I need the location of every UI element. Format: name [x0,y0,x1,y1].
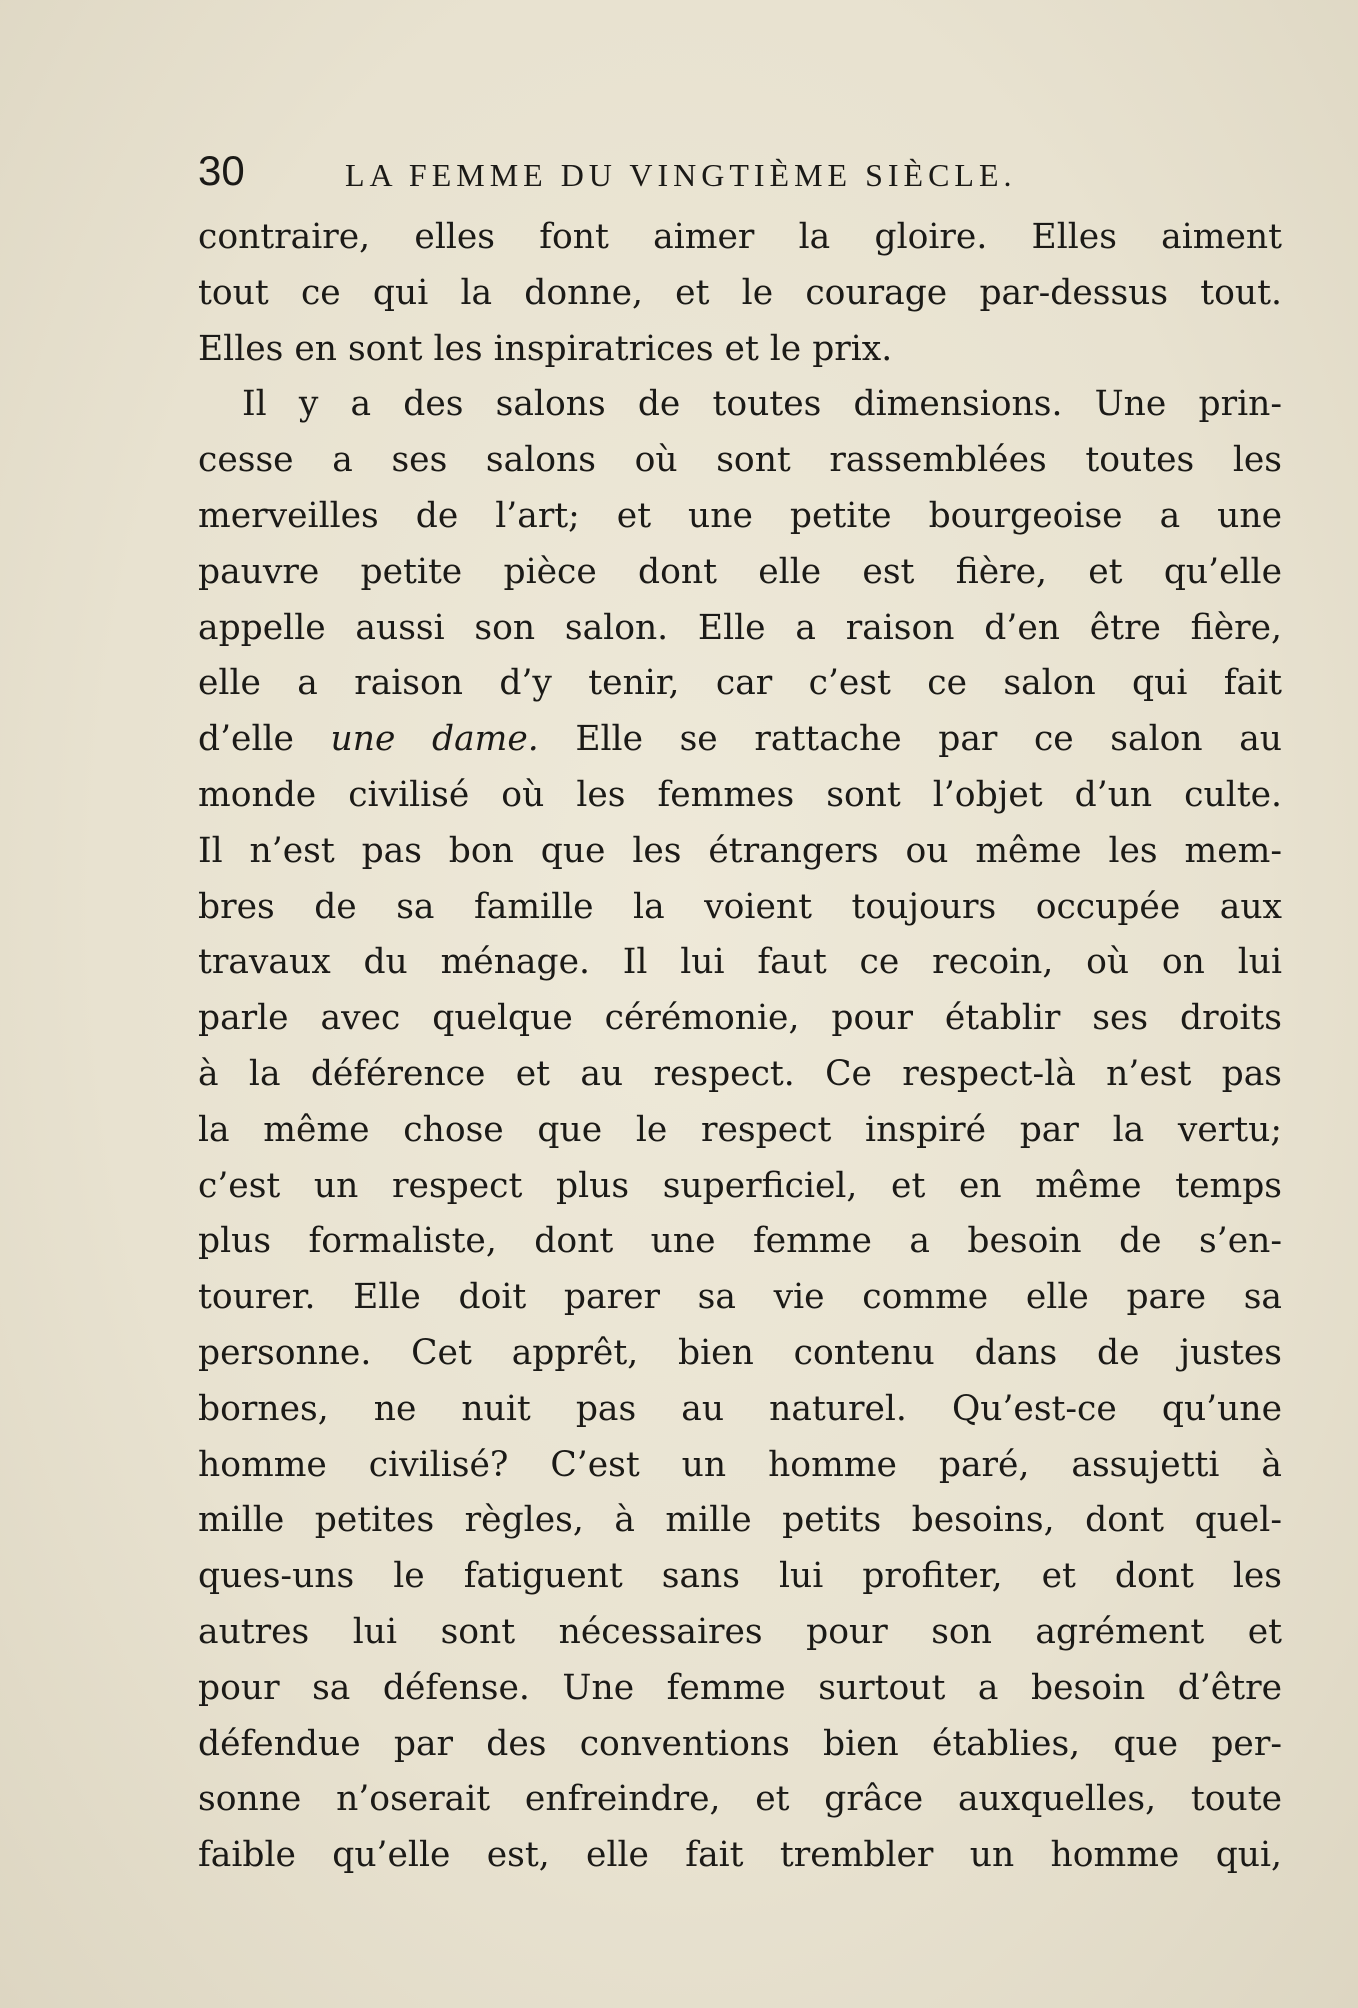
text-line: bornes, ne nuit pas au naturel. Qu’est-ce qu’une [198,1388,1282,1429]
text-line: tourer. Elle doit parer sa vie comme elle pare sa [198,1277,1282,1318]
page-header [198,145,1138,197]
text-line: c’est un respect plus superficiel, et en même temps [198,1165,1282,1206]
text-line: merveilles de l’art; et une petite bourgeoise a une [198,495,1282,536]
text-line: monde civilisé où les femmes sont l’objet d’un culte. [198,774,1282,815]
text-line: elle a raison d’y tenir, car c’est ce salon qui fait [198,663,1282,704]
text-line: personne. Cet apprêt, bien contenu dans de justes [198,1332,1282,1373]
text-line: bres de sa famille la voient toujours occupée aux [198,886,1282,927]
text-line: homme civilisé? C’est un homme paré, assujetti à [198,1444,1282,1485]
running-title: LA FEMME DU VINGTIÈME SIÈCLE. [345,157,1017,193]
text-line: sonne n’oserait enfreindre, et grâce auxquelles, toute [198,1779,1282,1820]
italic-phrase: une dame. [330,719,539,760]
text-line: parle avec quelque cérémonie, pour établir ses droits [198,998,1282,1039]
text-line: pour sa défense. Une femme surtout a besoin d’être [198,1667,1282,1708]
text-line: pauvre petite pièce dont elle est fière, et qu’elle [198,551,1282,592]
text-line: plus formaliste, dont une femme a besoin de s’en- [198,1221,1282,1262]
text-line: la même chose que le respect inspiré par la vertu; [198,1109,1282,1150]
text-line: tout ce qui la donne, et le courage par-dessus tout. [198,272,1282,313]
text-segment: d’elle [198,719,294,760]
text-line: contraire, elles font aimer la gloire. Elles aiment [198,217,1282,257]
text-segment: Elle se rattache par ce salon au [575,719,1282,760]
text-line: mille petites règles, à mille petits besoins, dont quel- [198,1500,1282,1541]
text-line: Il y a des salons de toutes dimensions. Une prin- [242,384,1282,425]
text-line: cesse a ses salons où sont rassemblées toutes les [198,440,1282,481]
text-line: défendue par des conventions bien établies, que per- [198,1723,1282,1764]
text-line: autres lui sont nécessaires pour son agrément et [198,1611,1282,1652]
body-text [198,210,1282,1884]
text-line: travaux du ménage. Il lui faut ce recoin, où on lui [198,942,1282,983]
page-number: 30 [198,147,245,194]
text-line: Il n’est pas bon que les étrangers ou même les mem- [198,830,1282,871]
text-line: faible qu’elle est, elle fait trembler un homme qui, [198,1835,1282,1876]
text-line: Elles en sont les inspiratrices et le prix. [198,328,893,369]
text-line-with-italic [198,712,1282,768]
text-line: appelle aussi son salon. Elle a raison d’en être fière, [198,607,1282,648]
text-line: à la déférence et au respect. Ce respect-là n’est pas [198,1053,1282,1094]
text-line: ques-uns le fatiguent sans lui profiter, et dont les [198,1556,1282,1597]
